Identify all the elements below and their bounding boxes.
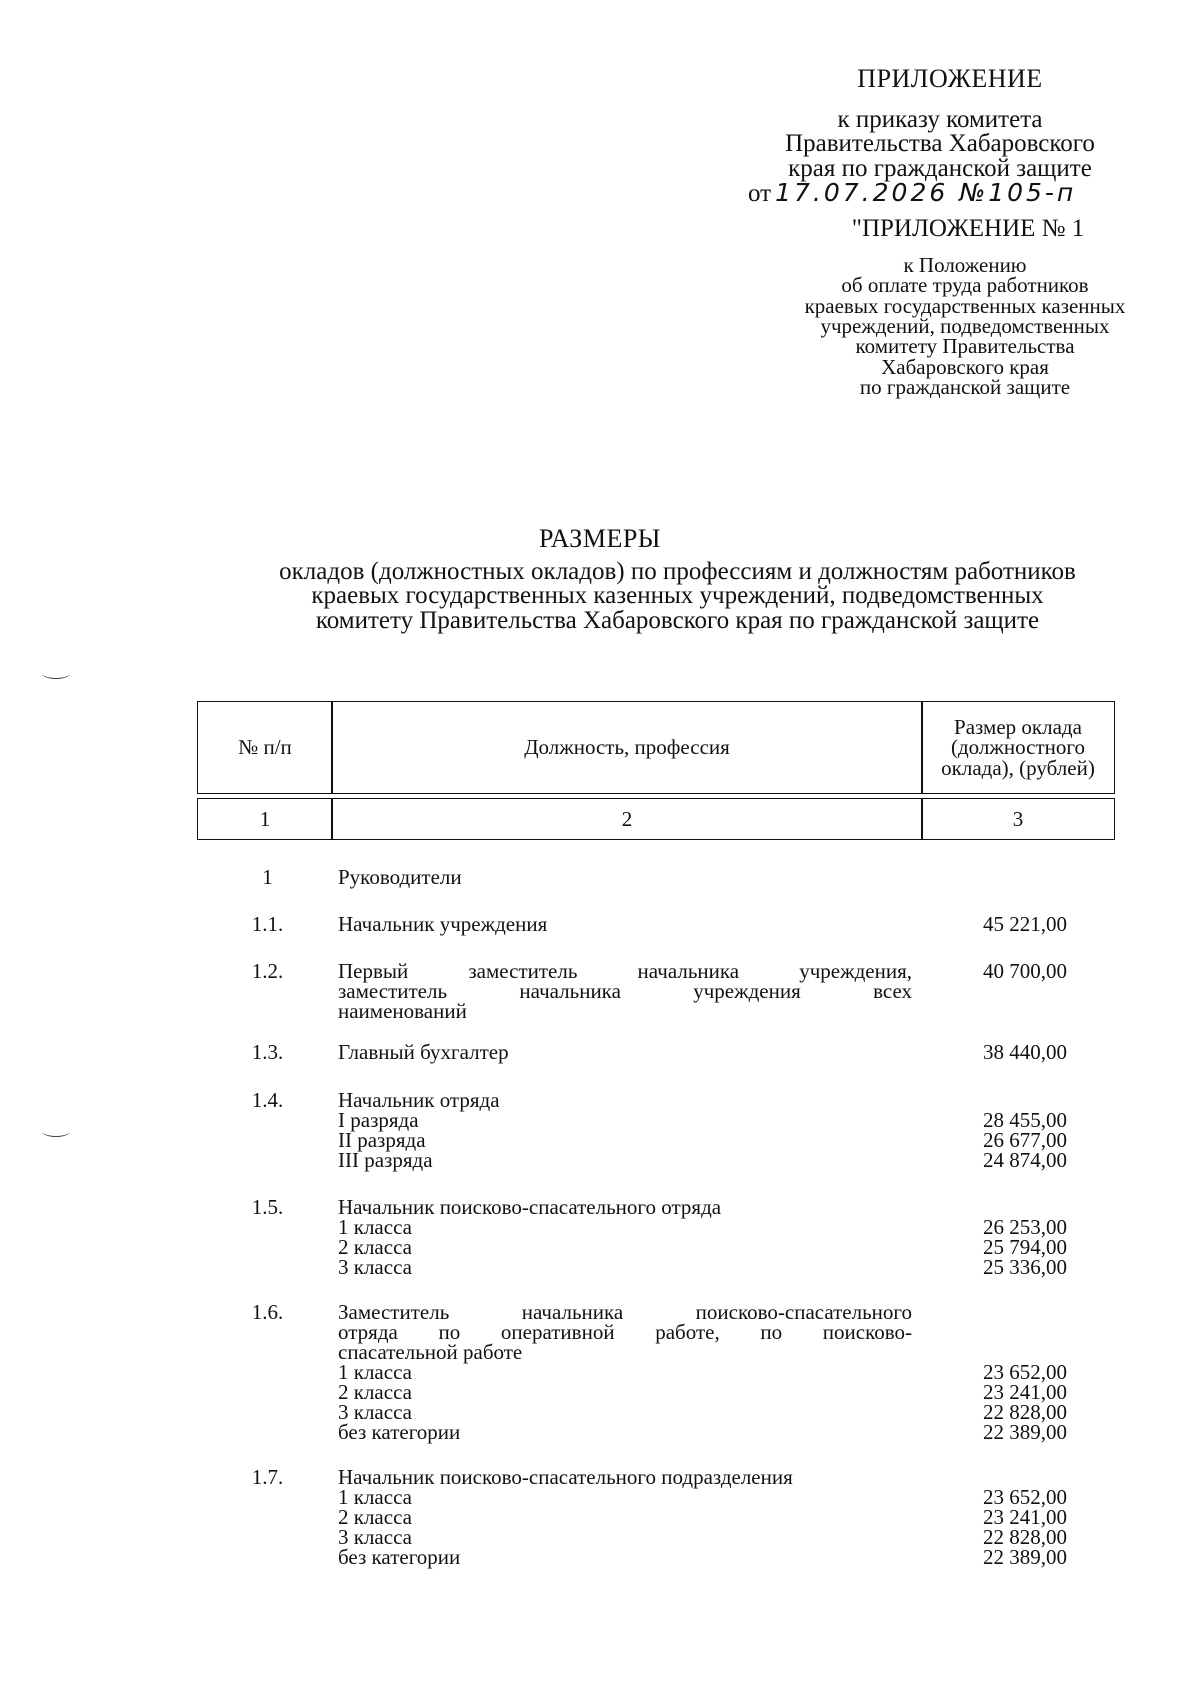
row-position: Руководители [338, 865, 462, 889]
binder-hole-mark [42, 1126, 70, 1137]
row-position: Начальник учреждения [338, 912, 548, 936]
handwritten-date: 17.07.2026 №105-п [775, 178, 1077, 207]
row-number: 1.4. [251, 1088, 284, 1112]
regulation-reference [745, 255, 1185, 398]
header-number: № п/п [197, 701, 333, 794]
row-salary: 38 440,00 [983, 1040, 1067, 1064]
row-number: 1.6. [251, 1300, 284, 1324]
row-position: Начальник поисково-спасательного отряда 1 класса 2 класса 3 класса [338, 1195, 722, 1279]
regulation-line: к Положению [903, 253, 1027, 277]
subtitle-line: комитету Правительства Хабаровского края по гражданской защите [315, 606, 1040, 634]
column-number-2: 2 [331, 798, 923, 840]
header-salary [921, 701, 1115, 794]
appendix-1-title: "ПРИЛОЖЕНИЕ № 1 [851, 215, 1085, 242]
row-salary: 23 652,00 23 241,00 22 828,00 22 389,00 [983, 1360, 1067, 1444]
order-reference [720, 108, 1160, 181]
regulation-line: комитету Правительства [855, 334, 1075, 359]
column-number-1: 1 [197, 798, 333, 840]
subtitle-line: окладов (должностных окладов) по профессиям и должностям работников [279, 558, 1076, 585]
row-number: 1.5. [251, 1195, 284, 1219]
regulation-line: по гражданской защите [859, 375, 1071, 400]
row-position: Главный бухгалтер [338, 1040, 509, 1064]
row-number: 1.2. [251, 959, 284, 983]
row-position: Заместитель начальника поисково-спасательного отряда по оперативной работе, по поисково- спасательной работе 1 класса 2 класса 3 класса без категории [338, 1300, 912, 1444]
row-position: Начальник отряда I разряда II разряда III разряда [338, 1088, 500, 1172]
document-subtitle [0, 560, 1200, 633]
row-salary: 45 221,00 [983, 912, 1067, 936]
subtitle-line: краевых государственных казенных учреждений, подведомственных [311, 582, 1044, 610]
regulation-line: об оплате труда работников [841, 273, 1089, 298]
binder-hole-mark [42, 668, 70, 679]
row-number: 1.7. [251, 1465, 284, 1489]
document-title: РАЗМЕРЫ [539, 524, 661, 553]
order-line: к приказу комитета [837, 106, 1043, 133]
row-number: 1.1. [251, 912, 284, 936]
header-position: Должность, профессия [331, 701, 923, 794]
table-header [197, 701, 1115, 840]
row-position: Начальник поисково-спасательного подразделения 1 класса 2 класса 3 класса без категории [338, 1465, 793, 1569]
row-salary: 23 652,00 23 241,00 22 828,00 22 389,00 [983, 1485, 1067, 1569]
row-position: Первый заместитель начальника учреждения, заместитель начальника учреждения всех наименований [338, 959, 912, 1023]
column-number-3: 3 [921, 798, 1115, 840]
date-prefix: от [748, 180, 772, 207]
order-date-row [748, 178, 1076, 208]
row-salary: 28 455,00 26 677,00 24 874,00 [983, 1108, 1067, 1172]
appendix-title: ПРИЛОЖЕНИЕ [857, 64, 1043, 93]
header-salary-line: оклада), (рублей) [941, 755, 1095, 780]
regulation-line: Хабаровского края [881, 354, 1049, 379]
regulation-line: краевых государственных казенных [804, 293, 1126, 318]
regulation-line: учреждений, подведомственных [820, 314, 1110, 339]
row-number: 1.3. [251, 1040, 284, 1064]
row-salary: 40 700,00 [983, 959, 1067, 983]
header-salary-line: Размер оклада [954, 714, 1082, 739]
order-line: Правительства Хабаровского [785, 130, 1095, 158]
header-salary-line: (должностного [951, 735, 1085, 760]
row-number: 1 [262, 865, 273, 889]
order-line: края по гражданской защите [788, 154, 1092, 182]
row-salary: 26 253,00 25 794,00 25 336,00 [983, 1215, 1067, 1279]
